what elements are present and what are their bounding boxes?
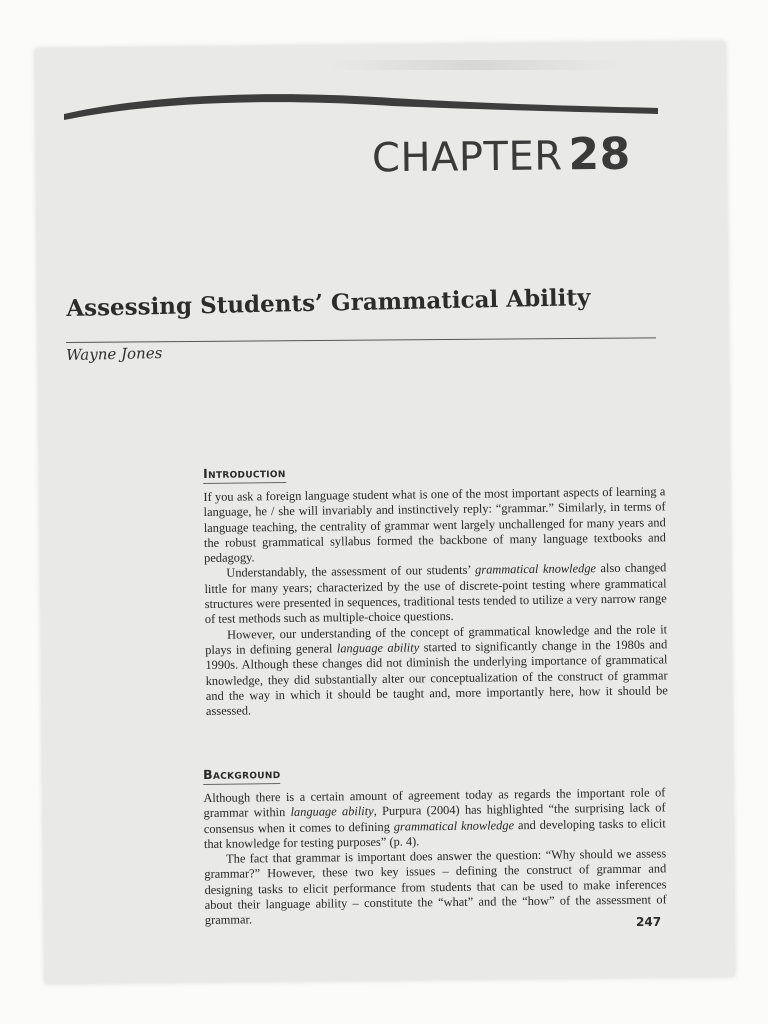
introduction-paragraph-2 [204,561,667,628]
emphasis-text: language ability [336,640,420,656]
chapter-heading [372,129,631,183]
emphasis-text: language ability [290,804,374,820]
chapter-number: 28 [568,128,631,181]
introduction-paragraph-3 [205,622,668,719]
author-name: Wayne Jones [66,343,163,364]
introduction-paragraph-1: If you ask a foreign language student what is one of the most important aspects of learning a language, he / she will invariably and instinctively reply: “grammar.” Similarly, in terms of language teaching, the centrality of grammar went largely unchallenged for many years and the robust grammatical syllabus formed the backbone of many language textbooks and pedagogy. [203,484,667,566]
text-run: Understandably, the assessment of our students’ [226,563,476,581]
introduction-heading: Introduction [203,465,286,484]
chapter-label: CHAPTER [371,133,563,182]
emphasis-text: grammatical knowledge [475,561,597,578]
background-paragraph-1 [203,785,666,852]
emphasis-text: grammatical knowledge [393,817,515,834]
background-paragraph-2: The fact that grammar is important does answer the question: “Why should we assess grammar?” However, these two key issues – defining the construct of grammar and designing tasks to elicit performance from students that can be used to make inferences about their language ability – constitute the “what” and the “how” of the assessment of grammar. [204,846,667,928]
article-title: Assessing Students’ Grammatical Ability [66,284,591,322]
bleed-through-header [330,60,620,70]
text-run: started to significantly change in the 1980s and 1990s. Although these changes did not diminish the underlying importance of grammatical knowledge, they did substantially alter our conceptualization of the construct of grammar and the way in which it should be taught and, more importantly here, how it should be assessed. [205,637,668,719]
text-run: , Purpura (2004) has highlighted “the surprising lack of consensus when it comes to defining [203,800,666,836]
background-section [203,760,667,928]
text-run: However, our understanding of the concept of grammatical knowledge and the role it plays in defining general [205,622,668,657]
background-heading: Background [203,766,281,785]
chapter-swoosh-decoration [62,88,662,128]
text-run: also changed little for many years; characterized by the use of discrete-point testing where grammatical structures were presented in sequences, traditional tests tended to utilize a very narrow range of test methods such as multiple-choice questions. [204,560,667,627]
text-run: Although there is a certain amount of agreement today as regards the important role of grammar within [203,785,666,821]
page-number: 247 [636,915,662,929]
text-run: and developing tasks to elicit that knowledge for testing purposes” (p. 4). [203,815,666,851]
introduction-section [203,459,668,719]
